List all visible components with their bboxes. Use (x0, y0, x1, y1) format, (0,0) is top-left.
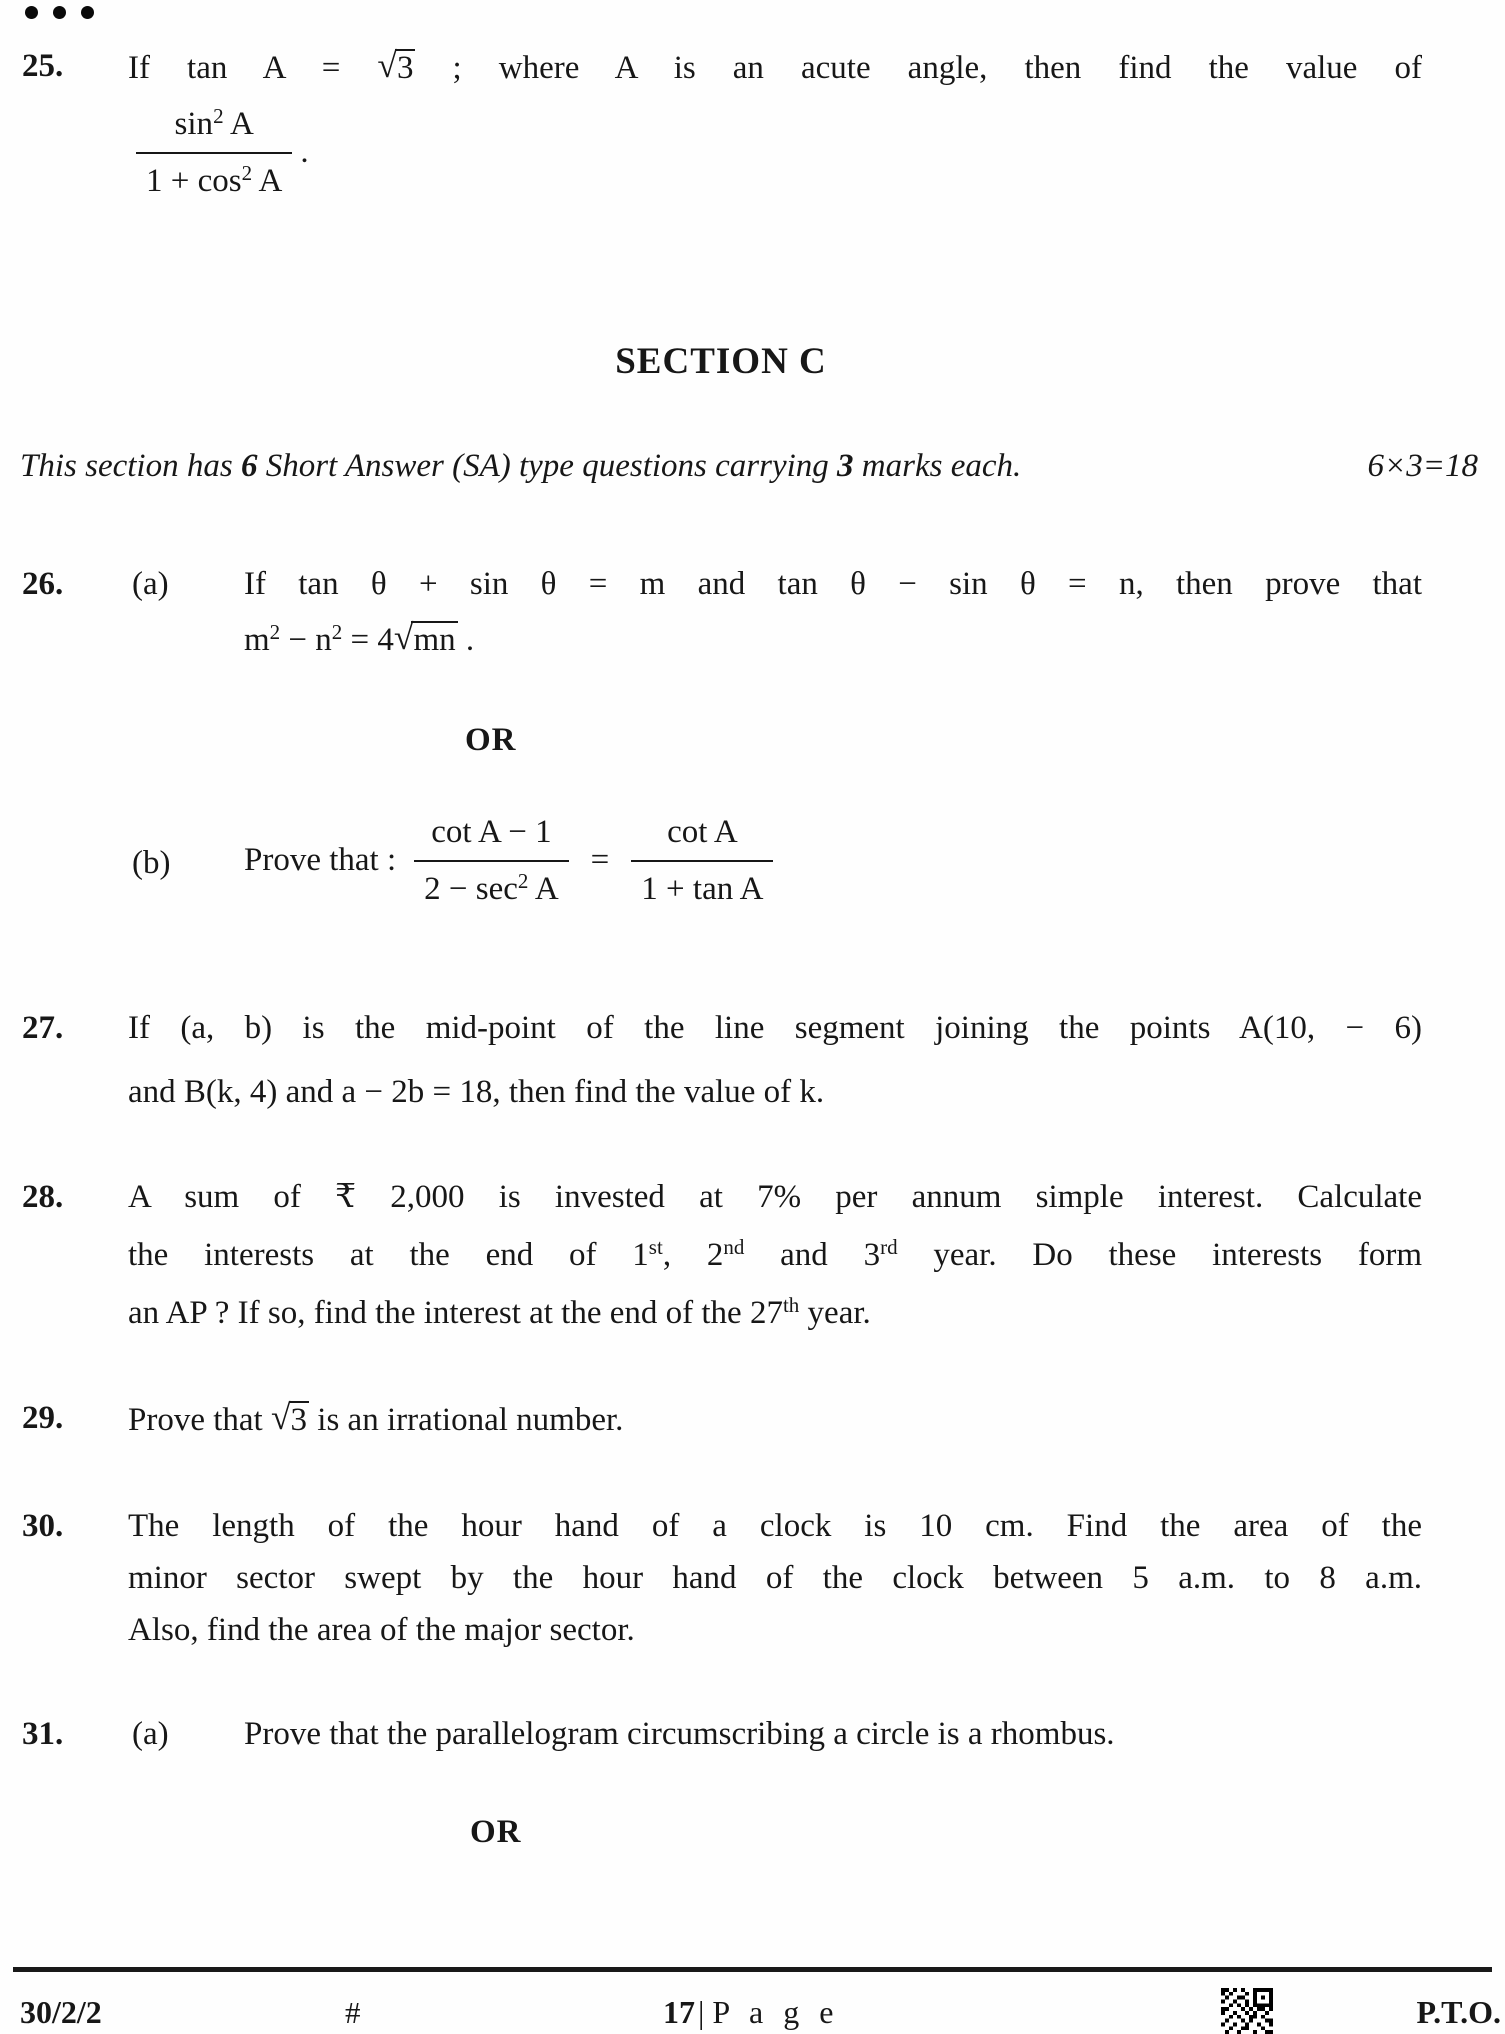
question-number: 30. (22, 1508, 64, 1544)
question-number: 25. (22, 48, 64, 84)
superscript: th (782, 1293, 800, 1317)
superscript: 2 (213, 104, 224, 128)
radicand: 3 (396, 50, 414, 86)
text-run: A (223, 106, 254, 142)
question-27-line-2: and B(k, 4) and a − 2b = 18, then find the value of k. (128, 1074, 825, 1110)
radical-sign: √ (270, 1397, 291, 1437)
text-run: This section has (20, 448, 241, 484)
question-27-line-1: If (a, b) is the mid-point of the line segment joining the points A(10, − 6) (128, 1010, 1422, 1046)
text-run: ; where A is an acute angle, then find the value of (415, 50, 1422, 86)
pto-label: P.T.O. (1416, 1994, 1501, 2030)
text-run: Prove that (128, 1402, 271, 1438)
fraction-numerator: cot A − 1 (431, 814, 552, 850)
text-run: year. (799, 1295, 871, 1331)
superscript: 2 (269, 620, 281, 644)
superscript: nd (723, 1235, 745, 1259)
section-instruction (20, 446, 1478, 486)
superscript: st (648, 1235, 663, 1259)
three-dots-icon (25, 6, 94, 19)
text-run: sin (174, 106, 214, 142)
fraction-denominator: 1 + tan A (631, 860, 773, 910)
question-26b-equation (244, 812, 773, 911)
radical-sign: √ (393, 617, 414, 657)
subpart-b-label: (b) (132, 845, 171, 881)
superscript: 2 (241, 161, 253, 186)
instruction-text (20, 446, 1021, 486)
question-body (128, 1500, 1422, 1656)
text-run: the interests at the end of 1 (128, 1237, 649, 1273)
question-26a-line-1: If tan θ + sin θ = m and tan θ − sin θ = n, then prove that (244, 566, 1422, 602)
subpart-a-label: (a) (132, 1716, 169, 1752)
question-body (128, 996, 1422, 1124)
footer-divider (13, 1967, 1492, 1972)
question-body (244, 1710, 1422, 1758)
marks-total: 6×3=18 (1367, 448, 1478, 484)
text-run: is an irrational number. (309, 1402, 624, 1438)
text-run: If tan A = (128, 50, 378, 86)
page-word: P a g e (712, 1994, 840, 2030)
question-27 (0, 996, 1505, 1124)
text-run: and 3 (744, 1237, 881, 1273)
text-run: 1 + cos (146, 163, 242, 200)
question-25-line-1 (128, 40, 1422, 94)
question-body (128, 40, 1422, 203)
question-30-line-1: The length of the hour hand of a clock is 10 cm. Find the area of the (128, 1508, 1422, 1544)
question-30 (0, 1500, 1505, 1656)
text-run: , 2 (662, 1237, 724, 1273)
question-number: 28. (22, 1179, 64, 1215)
sqrt-3-expression (270, 1397, 309, 1438)
text-run: − n (280, 622, 332, 658)
period: . (457, 622, 475, 658)
text-run: 2 − sec (424, 871, 518, 908)
fraction-denominator (136, 152, 292, 202)
text-run: m (244, 622, 270, 658)
text-run: A (528, 871, 559, 908)
superscript: 2 (331, 620, 343, 644)
fraction-expression (136, 104, 309, 203)
radicand: mn (413, 622, 456, 658)
question-26b (0, 812, 1505, 911)
fraction-denominator (414, 860, 569, 910)
question-28-line-3 (128, 1284, 1422, 1342)
question-26 (0, 558, 1505, 663)
question-31a-text: Prove that the parallelogram circumscribing a circle is a rhombus. (244, 1716, 1115, 1752)
question-25 (0, 40, 1505, 203)
marks-each: 3 (837, 448, 854, 484)
question-29-line-1 (128, 1392, 1422, 1446)
fraction-left (414, 812, 569, 911)
page-number: 17 (663, 1994, 695, 2030)
period: . (300, 134, 309, 171)
fraction (136, 104, 292, 203)
fraction-numerator (136, 104, 292, 152)
text-run: Prove that : (244, 842, 397, 879)
sqrt-3-expression (377, 45, 415, 86)
text-run: Short Answer (SA) type questions carrying (257, 448, 838, 484)
question-body (128, 1168, 1422, 1342)
text-run: A (252, 163, 283, 200)
radical-sign: √ (377, 45, 397, 85)
sqrt-mn-expression (393, 617, 458, 658)
question-28-line-1: A sum of ₹ 2,000 is invested at 7% per annum simple interest. Calculate (128, 1179, 1422, 1215)
fraction-right (631, 812, 773, 911)
superscript: 2 (517, 869, 529, 894)
question-body (244, 558, 1422, 663)
text-run: year. Do these interests form (897, 1237, 1423, 1273)
text-run: = 4 (342, 622, 394, 658)
question-number: 26. (22, 566, 64, 602)
question-29 (0, 1392, 1505, 1446)
question-count: 6 (240, 448, 258, 484)
radicand: 3 (290, 1402, 308, 1438)
question-30-line-2: minor sector swept by the hour hand of the clock between 5 a.m. to 8 a.m. (128, 1560, 1422, 1596)
question-body (128, 1392, 1422, 1446)
qr-code-icon (1221, 1988, 1273, 2034)
paper-code: 30/2/2 (20, 1994, 102, 2030)
hash-mark: # (345, 1995, 361, 2030)
page-separator: | (698, 1994, 705, 2030)
question-31 (0, 1710, 1505, 1758)
question-28 (0, 1168, 1505, 1342)
page-indicator (663, 1994, 839, 2030)
or-divider: OR (465, 722, 517, 758)
text-run: an AP ? If so, find the interest at the end of the 27 (128, 1295, 783, 1331)
question-26a-formula (244, 614, 1422, 663)
fraction-numerator: cot A (667, 814, 738, 850)
question-28-line-2 (128, 1226, 1422, 1284)
question-number: 29. (22, 1400, 64, 1436)
superscript: rd (880, 1235, 898, 1259)
question-number: 31. (22, 1716, 64, 1752)
question-number: 27. (22, 1010, 64, 1046)
subpart-a-label: (a) (132, 566, 169, 602)
text-run: marks each. (853, 448, 1022, 484)
question-30-line-3: Also, find the area of the major sector. (128, 1612, 635, 1648)
equals-sign: = (590, 842, 610, 879)
or-divider: OR (470, 1814, 522, 1850)
section-heading: SECTION C (615, 341, 827, 382)
